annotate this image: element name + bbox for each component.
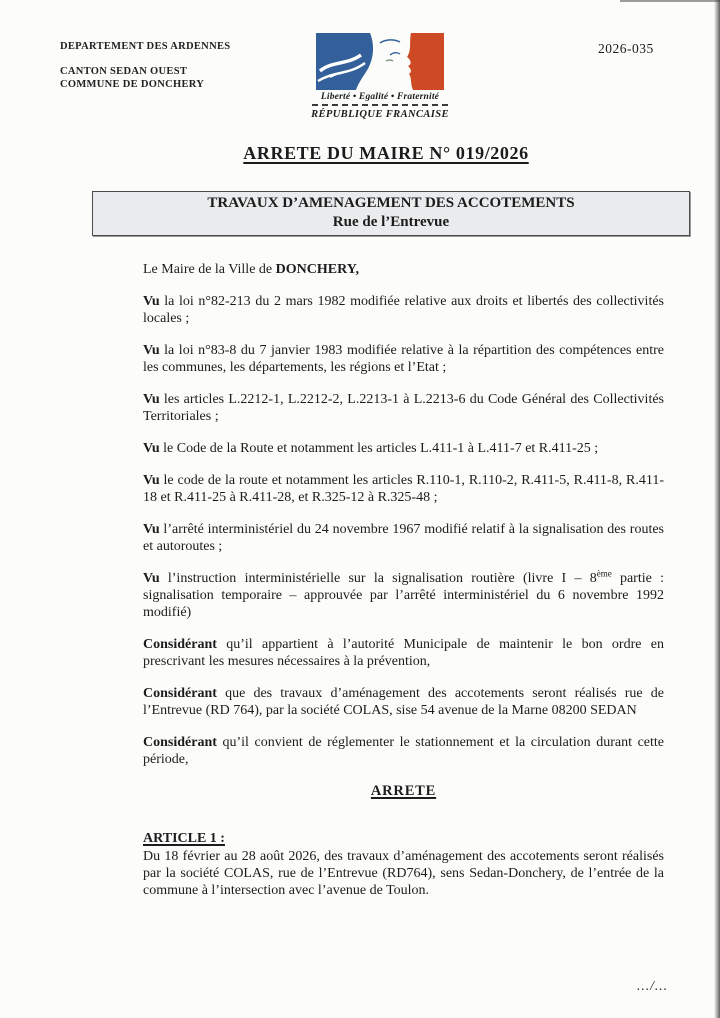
paragraph-text: l’instruction interministérielle sur la signalisation routière (livre I – 8 (159, 571, 597, 586)
paragraph-lead: Vu (143, 441, 160, 456)
logo-motto: Liberté • Egalité • Fraternité (320, 92, 440, 102)
body-paragraph (143, 472, 664, 506)
body-paragraph (143, 521, 664, 555)
paragraph-text: que des travaux d’aménagement des accotements seront réalisés rue de l’Entrevue (RD 764), par la société COLAS, sise 54 avenue de la Marne 08200 SEDAN (143, 686, 664, 718)
body-paragraph (143, 342, 664, 376)
paragraph-text: qu’il appartient à l’autorité Municipale de maintenir le bon ordre en prescrivant les mesures nécessaires à la prévention, (143, 637, 664, 669)
paragraph-text: l’arrêté interministériel du 24 novembre 1967 modifié relatif à la signalisation des routes et autoroutes ; (143, 522, 664, 554)
department-label: DEPARTEMENT DES ARDENNES (60, 41, 231, 52)
arrete-heading: ARRETE (370, 783, 437, 799)
paragraph-text: partie : signalisation temporaire – approuvée par l’arrêté interministériel du 6 novembre 1992 modifié) (143, 571, 664, 620)
logo-laurel-stroke (386, 60, 393, 61)
article-1-text: Du 18 février au 28 août 2026, des travaux d’aménagement des accotements seront réalisés par la société COLAS, rue de l’Entrevue (RD764), sens Sedan-Donchery, de l’entrée de la commune à l’intersection avec l’avenue de Toulon. (143, 849, 664, 898)
paragraph-lead: DONCHERY, (275, 262, 360, 277)
administrative-header (60, 40, 230, 91)
paragraph-lead: Considérant (143, 735, 217, 750)
canton-label: CANTON SEDAN OUEST (60, 66, 188, 77)
paragraph-lead: Vu (143, 343, 160, 358)
paragraph-lead: Vu (143, 571, 160, 586)
body-paragraph (143, 636, 664, 670)
logo-divider (312, 104, 448, 106)
article-1-heading: ARTICLE 1 : (143, 831, 225, 846)
paragraph-lead: Considérant (143, 637, 217, 652)
subject-line-1: TRAVAUX D’AMENAGEMENT DES ACCOTEMENTS (207, 195, 575, 211)
decree-body (143, 261, 664, 899)
body-paragraph (143, 391, 664, 425)
decree-reference-number: 2026-035 (598, 41, 654, 56)
body-paragraph (143, 261, 664, 278)
french-republic-logo (311, 33, 449, 120)
paragraph-lead: Vu (143, 294, 160, 309)
logo-brow-stroke (390, 53, 400, 55)
paragraph-lead: Vu (143, 473, 160, 488)
subject-line-2: Rue de l’Entrevue (332, 214, 450, 230)
paragraph-text: Le Maire de la Ville de (143, 262, 276, 277)
paragraph-text: le code de la route et notamment les articles R.110-1, R.110-2, R.411-5, R.411-8, R.411-18 et R.411-25 à R.411-28, et R.325-12 à R.325-48 ; (143, 473, 664, 505)
decree-title: ARRETE DU MAIRE N° 019/2026 (243, 143, 529, 163)
commune-label: COMMUNE DE DONCHERY (60, 79, 205, 90)
paragraph-superscript: ème (596, 568, 612, 579)
subject-box (92, 191, 690, 236)
continuation-mark: .../... (636, 978, 668, 993)
body-paragraph (143, 734, 664, 768)
paragraph-lead: Vu (143, 392, 160, 407)
paragraph-text: qu’il convient de réglementer le stationnement et la circulation durant cette période, (143, 735, 664, 767)
body-paragraph (143, 570, 664, 621)
logo-red-panel (407, 33, 444, 90)
paragraph-lead: Considérant (143, 686, 217, 701)
marianne-logo-icon (314, 33, 446, 90)
body-paragraph (143, 293, 664, 327)
logo-republic-label: RÉPUBLIQUE FRANCAISE (311, 109, 449, 120)
paragraph-lead: Vu (143, 522, 160, 537)
logo-hair-stroke (380, 40, 400, 43)
paragraph-text: le Code de la Route et notamment les articles L.411-1 à L.411-7 et R.411-25 ; (159, 441, 599, 456)
body-paragraph (143, 685, 664, 719)
paragraph-text: la loi n°83-8 du 7 janvier 1983 modifiée relative à la répartition des compétences entre les communes, les départements, les régions et l’Etat ; (143, 343, 664, 375)
paragraph-text: la loi n°82-213 du 2 mars 1982 modifiée relative aux droits et libertés des collectivités locales ; (143, 294, 664, 326)
body-paragraph (143, 440, 664, 457)
paragraph-text: les articles L.2212-1, L.2212-2, L.2213-1 à L.2213-6 du Code Général des Collectivités Territoriales ; (143, 392, 664, 424)
body-paragraphs (143, 261, 664, 768)
